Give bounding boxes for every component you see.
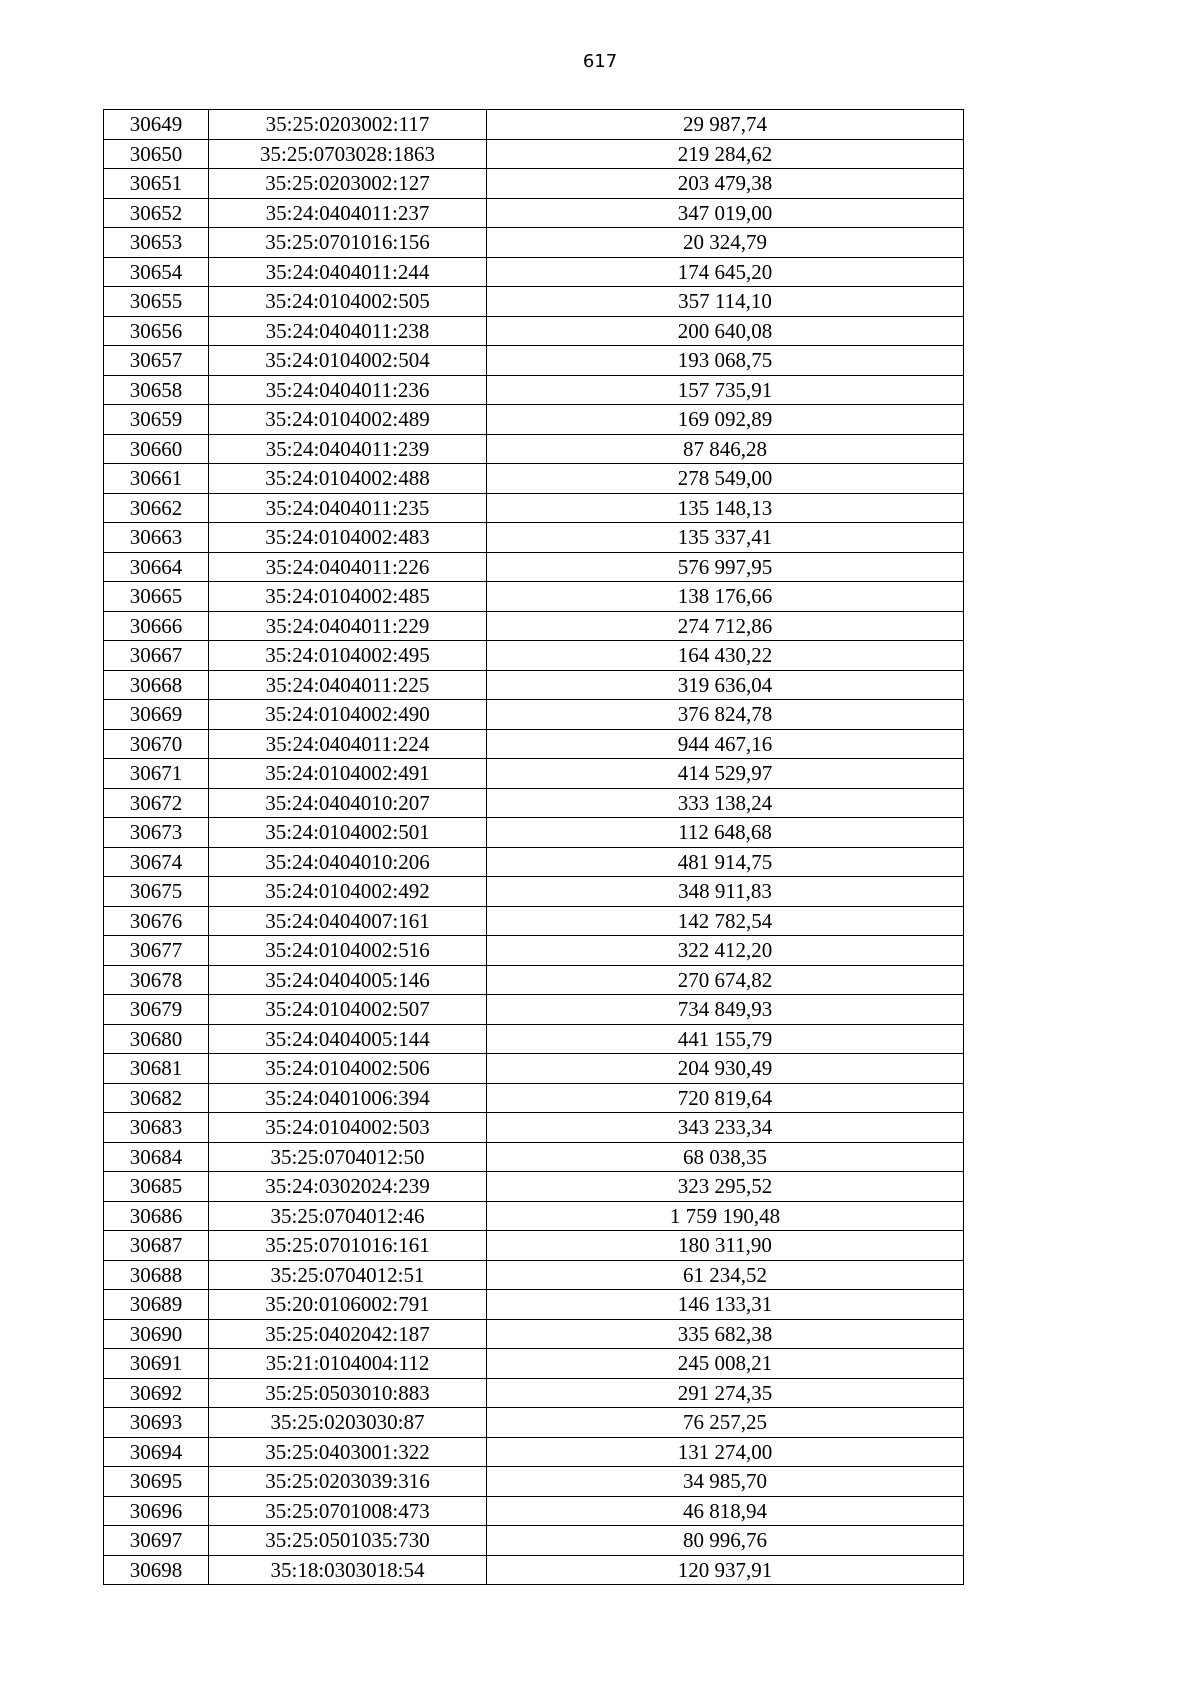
table-row bbox=[104, 877, 964, 907]
cadastral-number-cell: 35:24:0401006:394 bbox=[209, 1083, 487, 1113]
table-row bbox=[104, 936, 964, 966]
cadastral-value-cell: 142 782,54 bbox=[487, 906, 964, 936]
table-row bbox=[104, 1467, 964, 1497]
cadastral-value-cell: 34 985,70 bbox=[487, 1467, 964, 1497]
row-number-cell: 30653 bbox=[104, 228, 209, 258]
row-number-cell: 30651 bbox=[104, 169, 209, 199]
cadastral-number-cell: 35:24:0404005:144 bbox=[209, 1024, 487, 1054]
table-row bbox=[104, 1172, 964, 1202]
row-number-cell: 30654 bbox=[104, 257, 209, 287]
table-row bbox=[104, 110, 964, 140]
cadastral-value-cell: 335 682,38 bbox=[487, 1319, 964, 1349]
row-number-cell: 30688 bbox=[104, 1260, 209, 1290]
cadastral-number-cell: 35:24:0104002:491 bbox=[209, 759, 487, 789]
cadastral-value-cell: 291 274,35 bbox=[487, 1378, 964, 1408]
cadastral-number-cell: 35:18:0303018:54 bbox=[209, 1555, 487, 1585]
row-number-cell: 30657 bbox=[104, 346, 209, 376]
cadastral-number-cell: 35:25:0501035:730 bbox=[209, 1526, 487, 1556]
cadastral-number-cell: 35:25:0503010:883 bbox=[209, 1378, 487, 1408]
table-row bbox=[104, 818, 964, 848]
table-row bbox=[104, 759, 964, 789]
row-number-cell: 30695 bbox=[104, 1467, 209, 1497]
cadastral-value-cell: 80 996,76 bbox=[487, 1526, 964, 1556]
table-row bbox=[104, 641, 964, 671]
row-number-cell: 30691 bbox=[104, 1349, 209, 1379]
cadastral-number-cell: 35:25:0203002:127 bbox=[209, 169, 487, 199]
row-number-cell: 30650 bbox=[104, 139, 209, 169]
cadastral-number-cell: 35:24:0104002:495 bbox=[209, 641, 487, 671]
cadastral-value-table bbox=[103, 109, 964, 1585]
row-number-cell: 30664 bbox=[104, 552, 209, 582]
table-row bbox=[104, 1496, 964, 1526]
cadastral-value-cell: 131 274,00 bbox=[487, 1437, 964, 1467]
row-number-cell: 30670 bbox=[104, 729, 209, 759]
table-row bbox=[104, 139, 964, 169]
row-number-cell: 30659 bbox=[104, 405, 209, 435]
cadastral-value-cell: 120 937,91 bbox=[487, 1555, 964, 1585]
table-row bbox=[104, 1231, 964, 1261]
table-body bbox=[104, 110, 964, 1585]
cadastral-number-cell: 35:25:0701016:161 bbox=[209, 1231, 487, 1261]
row-number-cell: 30681 bbox=[104, 1054, 209, 1084]
table-row bbox=[104, 1319, 964, 1349]
table-row bbox=[104, 287, 964, 317]
row-number-cell: 30669 bbox=[104, 700, 209, 730]
cadastral-number-cell: 35:24:0404005:146 bbox=[209, 965, 487, 995]
table-row bbox=[104, 257, 964, 287]
table-row bbox=[104, 523, 964, 553]
table-row bbox=[104, 995, 964, 1025]
cadastral-value-cell: 270 674,82 bbox=[487, 965, 964, 995]
cadastral-number-cell: 35:25:0701008:473 bbox=[209, 1496, 487, 1526]
row-number-cell: 30667 bbox=[104, 641, 209, 671]
cadastral-number-cell: 35:24:0404011:226 bbox=[209, 552, 487, 582]
cadastral-number-cell: 35:25:0703028:1863 bbox=[209, 139, 487, 169]
cadastral-number-cell: 35:24:0404011:244 bbox=[209, 257, 487, 287]
cadastral-value-cell: 245 008,21 bbox=[487, 1349, 964, 1379]
cadastral-number-cell: 35:24:0404011:235 bbox=[209, 493, 487, 523]
cadastral-value-cell: 278 549,00 bbox=[487, 464, 964, 494]
cadastral-value-cell: 944 467,16 bbox=[487, 729, 964, 759]
cadastral-number-cell: 35:25:0701016:156 bbox=[209, 228, 487, 258]
table-row bbox=[104, 1290, 964, 1320]
cadastral-value-cell: 138 176,66 bbox=[487, 582, 964, 612]
table-row bbox=[104, 198, 964, 228]
table-row bbox=[104, 228, 964, 258]
cadastral-number-cell: 35:24:0404007:161 bbox=[209, 906, 487, 936]
row-number-cell: 30698 bbox=[104, 1555, 209, 1585]
cadastral-value-cell: 135 148,13 bbox=[487, 493, 964, 523]
row-number-cell: 30683 bbox=[104, 1113, 209, 1143]
cadastral-number-cell: 35:25:0704012:46 bbox=[209, 1201, 487, 1231]
cadastral-value-cell: 61 234,52 bbox=[487, 1260, 964, 1290]
cadastral-value-cell: 576 997,95 bbox=[487, 552, 964, 582]
table-row bbox=[104, 552, 964, 582]
cadastral-value-cell: 322 412,20 bbox=[487, 936, 964, 966]
table-row bbox=[104, 405, 964, 435]
cadastral-value-cell: 76 257,25 bbox=[487, 1408, 964, 1438]
cadastral-number-cell: 35:25:0704012:51 bbox=[209, 1260, 487, 1290]
cadastral-value-cell: 219 284,62 bbox=[487, 139, 964, 169]
row-number-cell: 30678 bbox=[104, 965, 209, 995]
cadastral-value-cell: 46 818,94 bbox=[487, 1496, 964, 1526]
cadastral-number-cell: 35:24:0302024:239 bbox=[209, 1172, 487, 1202]
table-row bbox=[104, 1378, 964, 1408]
cadastral-number-cell: 35:24:0404011:239 bbox=[209, 434, 487, 464]
cadastral-number-cell: 35:24:0104002:488 bbox=[209, 464, 487, 494]
cadastral-value-cell: 347 019,00 bbox=[487, 198, 964, 228]
row-number-cell: 30674 bbox=[104, 847, 209, 877]
cadastral-value-cell: 319 636,04 bbox=[487, 670, 964, 700]
table-row bbox=[104, 493, 964, 523]
cadastral-number-cell: 35:24:0404010:207 bbox=[209, 788, 487, 818]
row-number-cell: 30665 bbox=[104, 582, 209, 612]
row-number-cell: 30656 bbox=[104, 316, 209, 346]
cadastral-number-cell: 35:24:0104002:492 bbox=[209, 877, 487, 907]
cadastral-number-cell: 35:24:0404011:237 bbox=[209, 198, 487, 228]
table-row bbox=[104, 700, 964, 730]
row-number-cell: 30652 bbox=[104, 198, 209, 228]
row-number-cell: 30689 bbox=[104, 1290, 209, 1320]
row-number-cell: 30686 bbox=[104, 1201, 209, 1231]
cadastral-value-cell: 203 479,38 bbox=[487, 169, 964, 199]
row-number-cell: 30649 bbox=[104, 110, 209, 140]
table-row bbox=[104, 965, 964, 995]
cadastral-value-cell: 734 849,93 bbox=[487, 995, 964, 1025]
row-number-cell: 30680 bbox=[104, 1024, 209, 1054]
table-row bbox=[104, 434, 964, 464]
row-number-cell: 30661 bbox=[104, 464, 209, 494]
table-row bbox=[104, 847, 964, 877]
table-row bbox=[104, 346, 964, 376]
cadastral-number-cell: 35:24:0104002:504 bbox=[209, 346, 487, 376]
cadastral-value-cell: 68 038,35 bbox=[487, 1142, 964, 1172]
cadastral-value-cell: 135 337,41 bbox=[487, 523, 964, 553]
cadastral-value-cell: 29 987,74 bbox=[487, 110, 964, 140]
cadastral-number-cell: 35:24:0104002:485 bbox=[209, 582, 487, 612]
cadastral-value-cell: 720 819,64 bbox=[487, 1083, 964, 1113]
cadastral-value-cell: 481 914,75 bbox=[487, 847, 964, 877]
table-row bbox=[104, 906, 964, 936]
row-number-cell: 30668 bbox=[104, 670, 209, 700]
table-row bbox=[104, 582, 964, 612]
cadastral-number-cell: 35:25:0203002:117 bbox=[209, 110, 487, 140]
cadastral-number-cell: 35:24:0404011:236 bbox=[209, 375, 487, 405]
cadastral-number-cell: 35:24:0104002:490 bbox=[209, 700, 487, 730]
row-number-cell: 30679 bbox=[104, 995, 209, 1025]
cadastral-value-cell: 112 648,68 bbox=[487, 818, 964, 848]
table-row bbox=[104, 788, 964, 818]
cadastral-value-cell: 180 311,90 bbox=[487, 1231, 964, 1261]
cadastral-number-cell: 35:24:0404011:225 bbox=[209, 670, 487, 700]
cadastral-number-cell: 35:24:0104002:503 bbox=[209, 1113, 487, 1143]
row-number-cell: 30677 bbox=[104, 936, 209, 966]
cadastral-value-cell: 146 133,31 bbox=[487, 1290, 964, 1320]
cadastral-value-cell: 164 430,22 bbox=[487, 641, 964, 671]
row-number-cell: 30687 bbox=[104, 1231, 209, 1261]
row-number-cell: 30684 bbox=[104, 1142, 209, 1172]
table-row bbox=[104, 1142, 964, 1172]
table-row bbox=[104, 169, 964, 199]
row-number-cell: 30658 bbox=[104, 375, 209, 405]
cadastral-value-cell: 376 824,78 bbox=[487, 700, 964, 730]
cadastral-number-cell: 35:24:0104002:516 bbox=[209, 936, 487, 966]
cadastral-value-cell: 20 324,79 bbox=[487, 228, 964, 258]
cadastral-value-cell: 441 155,79 bbox=[487, 1024, 964, 1054]
cadastral-number-cell: 35:20:0106002:791 bbox=[209, 1290, 487, 1320]
table-row bbox=[104, 1408, 964, 1438]
row-number-cell: 30673 bbox=[104, 818, 209, 848]
cadastral-value-cell: 157 735,91 bbox=[487, 375, 964, 405]
table-row bbox=[104, 1437, 964, 1467]
row-number-cell: 30696 bbox=[104, 1496, 209, 1526]
row-number-cell: 30666 bbox=[104, 611, 209, 641]
page-number: 617 bbox=[582, 51, 618, 72]
table-row bbox=[104, 729, 964, 759]
cadastral-number-cell: 35:24:0104002:501 bbox=[209, 818, 487, 848]
cadastral-value-cell: 357 114,10 bbox=[487, 287, 964, 317]
row-number-cell: 30694 bbox=[104, 1437, 209, 1467]
cadastral-number-cell: 35:24:0404011:229 bbox=[209, 611, 487, 641]
table-row bbox=[104, 1083, 964, 1113]
row-number-cell: 30663 bbox=[104, 523, 209, 553]
table-row bbox=[104, 1526, 964, 1556]
cadastral-value-cell: 1 759 190,48 bbox=[487, 1201, 964, 1231]
row-number-cell: 30690 bbox=[104, 1319, 209, 1349]
table-row bbox=[104, 1201, 964, 1231]
table-row bbox=[104, 1555, 964, 1585]
cadastral-value-cell: 323 295,52 bbox=[487, 1172, 964, 1202]
row-number-cell: 30672 bbox=[104, 788, 209, 818]
cadastral-value-cell: 414 529,97 bbox=[487, 759, 964, 789]
cadastral-value-cell: 333 138,24 bbox=[487, 788, 964, 818]
cadastral-value-cell: 343 233,34 bbox=[487, 1113, 964, 1143]
row-number-cell: 30675 bbox=[104, 877, 209, 907]
cadastral-number-cell: 35:25:0203039:316 bbox=[209, 1467, 487, 1497]
row-number-cell: 30685 bbox=[104, 1172, 209, 1202]
cadastral-number-cell: 35:25:0402042:187 bbox=[209, 1319, 487, 1349]
row-number-cell: 30671 bbox=[104, 759, 209, 789]
cadastral-number-cell: 35:24:0404010:206 bbox=[209, 847, 487, 877]
cadastral-number-cell: 35:25:0203030:87 bbox=[209, 1408, 487, 1438]
cadastral-value-cell: 169 092,89 bbox=[487, 405, 964, 435]
cadastral-value-cell: 204 930,49 bbox=[487, 1054, 964, 1084]
row-number-cell: 30660 bbox=[104, 434, 209, 464]
row-number-cell: 30692 bbox=[104, 1378, 209, 1408]
row-number-cell: 30676 bbox=[104, 906, 209, 936]
cadastral-number-cell: 35:24:0104002:507 bbox=[209, 995, 487, 1025]
cadastral-number-cell: 35:24:0104002:505 bbox=[209, 287, 487, 317]
cadastral-value-cell: 274 712,86 bbox=[487, 611, 964, 641]
cadastral-number-cell: 35:24:0104002:489 bbox=[209, 405, 487, 435]
cadastral-number-cell: 35:25:0403001:322 bbox=[209, 1437, 487, 1467]
table-row bbox=[104, 670, 964, 700]
cadastral-number-cell: 35:24:0404011:238 bbox=[209, 316, 487, 346]
table-row bbox=[104, 316, 964, 346]
cadastral-number-cell: 35:21:0104004:112 bbox=[209, 1349, 487, 1379]
table-row bbox=[104, 375, 964, 405]
table-row bbox=[104, 1024, 964, 1054]
cadastral-number-cell: 35:25:0704012:50 bbox=[209, 1142, 487, 1172]
table-row bbox=[104, 1054, 964, 1084]
table-row bbox=[104, 464, 964, 494]
cadastral-value-cell: 348 911,83 bbox=[487, 877, 964, 907]
cadastral-number-cell: 35:24:0104002:483 bbox=[209, 523, 487, 553]
cadastral-value-cell: 200 640,08 bbox=[487, 316, 964, 346]
cadastral-number-cell: 35:24:0404011:224 bbox=[209, 729, 487, 759]
row-number-cell: 30697 bbox=[104, 1526, 209, 1556]
table-row bbox=[104, 1349, 964, 1379]
table-row bbox=[104, 611, 964, 641]
cadastral-value-cell: 87 846,28 bbox=[487, 434, 964, 464]
row-number-cell: 30693 bbox=[104, 1408, 209, 1438]
cadastral-value-cell: 174 645,20 bbox=[487, 257, 964, 287]
row-number-cell: 30655 bbox=[104, 287, 209, 317]
cadastral-value-cell: 193 068,75 bbox=[487, 346, 964, 376]
table-row bbox=[104, 1260, 964, 1290]
row-number-cell: 30682 bbox=[104, 1083, 209, 1113]
cadastral-number-cell: 35:24:0104002:506 bbox=[209, 1054, 487, 1084]
row-number-cell: 30662 bbox=[104, 493, 209, 523]
table-row bbox=[104, 1113, 964, 1143]
